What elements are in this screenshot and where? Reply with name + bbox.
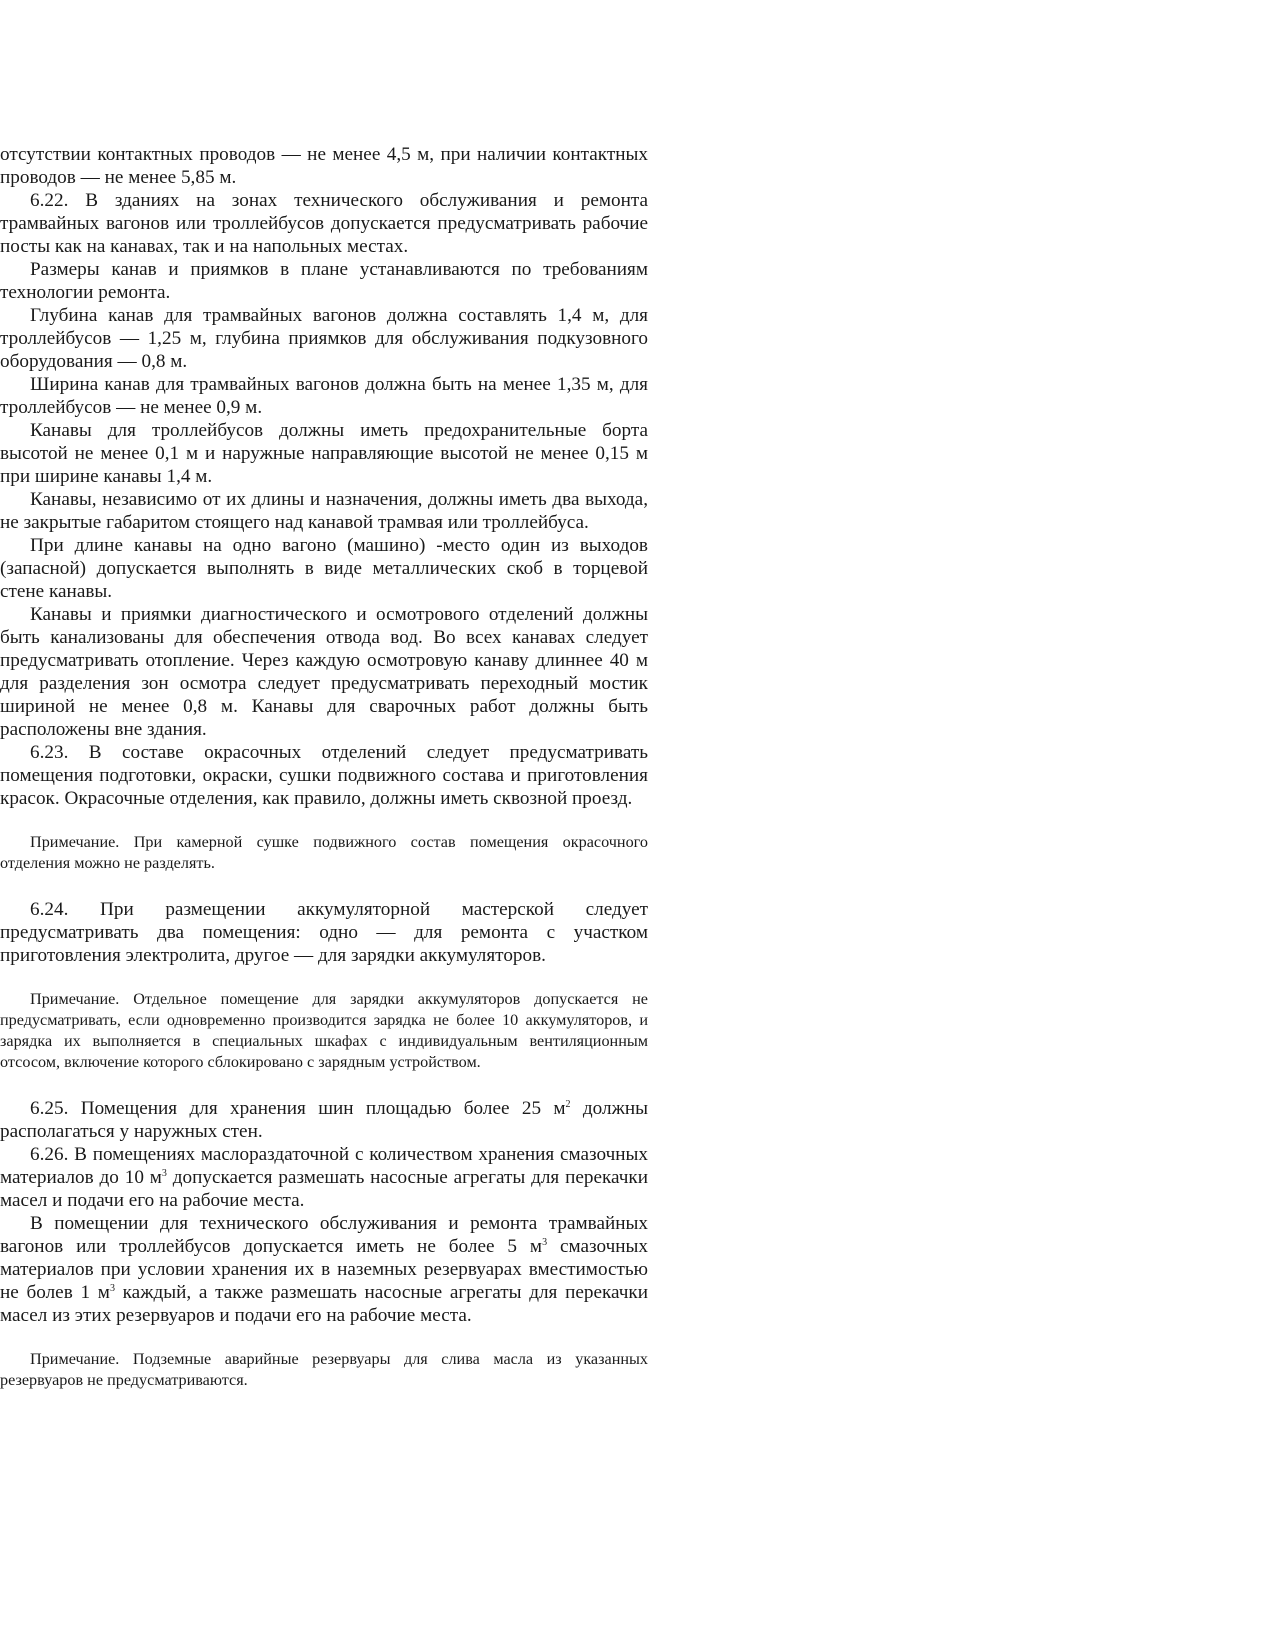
paragraph-6-25 xyxy=(0,1097,648,1143)
paragraph-pit-width: Ширина канав для трамвайных вагонов должна быть на менее 1,35 м, для троллейбусов — не менее 0,9 м. xyxy=(0,374,648,418)
text-segment: смазочных материалов при условии хранения их в наземных резервуарах вместимостью не болев 1 м xyxy=(0,1236,648,1303)
superscript: 3 xyxy=(109,1283,115,1294)
paragraph-pit-drainage: Канавы и приямки диагностического и осмотрового отделений должны быть канализованы для обеспечения отвода вод. Во всех канавах следует предусматривать отопление. Через каждую осмотровую канаву длиннее 40 м для разделения зон осмотра следует предусматривать переходный мостик шириной не менее 0,8 м. Канавы для сварочных работ должны быть расположены вне здания. xyxy=(0,604,648,740)
note-painting: Примечание. При камерной сушке подвижного состав помещения окрасочного отделения можно не разделять. xyxy=(0,833,648,872)
text-segment: допускается размешать насосные агрегаты для перекачки масел и подачи его на рабочие места. xyxy=(0,1167,648,1211)
paragraph-pit-exits: Канавы, независимо от их длины и назначения, должны иметь два выхода, не закрытые габаритом стоящего над канавой трамвая или троллейбуса. xyxy=(0,489,648,533)
paragraph-oil-storage xyxy=(0,1212,648,1327)
paragraph-pit-dimensions: Размеры канав и приямков в плане устанавливаются по требованиям технологии ремонта. xyxy=(0,259,648,303)
text-segment: должны располагаться у наружных стен. xyxy=(0,1098,648,1142)
text-segment: В помещении для технического обслуживания и ремонта трамвайных вагонов или троллейбусов допускается иметь не более 5 м xyxy=(0,1213,648,1257)
text-segment: 6.25. Помещения для хранения шин площадью более 25 м xyxy=(30,1098,566,1119)
text-segment: каждый, а также размешать насосные агрегаты для перекачки масел из этих резервуаров и подачи его на рабочие места. xyxy=(0,1282,648,1326)
text-segment: 6.26. В помещениях маслораздаточной с количеством хранения смазочных материалов до 10 м xyxy=(0,1144,648,1188)
paragraph-6-24: 6.24. При размещении аккумуляторной мастерской следует предусматривать два помещения: одно — для ремонта с участком приготовления электролита, другое — для зарядки аккумуляторов. xyxy=(0,899,648,966)
paragraph-6-22: 6.22. В зданиях на зонах технического обслуживания и ремонта трамвайных вагонов или троллейбусов допускается предусматривать рабочие посты как на канавах, так и на напольных местах. xyxy=(0,190,648,257)
paragraph-pit-depth: Глубина канав для трамвайных вагонов должна составлять 1,4 м, для троллейбусов — 1,25 м, глубина приямков для обслуживания подкузовного оборудования — 0,8 м. xyxy=(0,305,648,372)
note-battery: Примечание. Отдельное помещение для зарядки аккумуляторов допускается не предусматривать, если одновременно производится зарядка не более 10 аккумуляторов, и зарядка их выполняется в специальных шкафах с индивидуальным вентиляционным отсосом, включение которого сблокировано с зарядным устройством. xyxy=(0,990,648,1071)
document-page xyxy=(0,143,648,1391)
paragraph-6-26 xyxy=(0,1143,648,1212)
paragraph-pit-guards: Канавы для троллейбусов должны иметь предохранительные борта высотой не менее 0,1 м и наружные направляющие высотой не менее 0,15 м при ширине канавы 1,4 м. xyxy=(0,420,648,487)
paragraph-6-23: 6.23. В составе окрасочных отделений следует предусматривать помещения подготовки, окраски, сушки подвижного состава и приготовления красок. Окрасочные отделения, как правило, должны иметь сквозной проезд. xyxy=(0,742,648,809)
paragraph-continuation: отсутствии контактных проводов — не менее 4,5 м, при наличии контактных проводов — не менее 5,85 м. xyxy=(0,144,648,188)
note-tanks: Примечание. Подземные аварийные резервуары для слива масла из указанных резервуаров не предусматриваются. xyxy=(0,1350,648,1389)
superscript: 3 xyxy=(542,1237,548,1248)
superscript: 2 xyxy=(565,1099,571,1110)
paragraph-spare-exit: При длине канавы на одно вагоно (машино) -место один из выходов (запасной) допускается выполнять в виде металлических скоб в торцевой стене канавы. xyxy=(0,535,648,602)
superscript: 3 xyxy=(161,1168,167,1179)
